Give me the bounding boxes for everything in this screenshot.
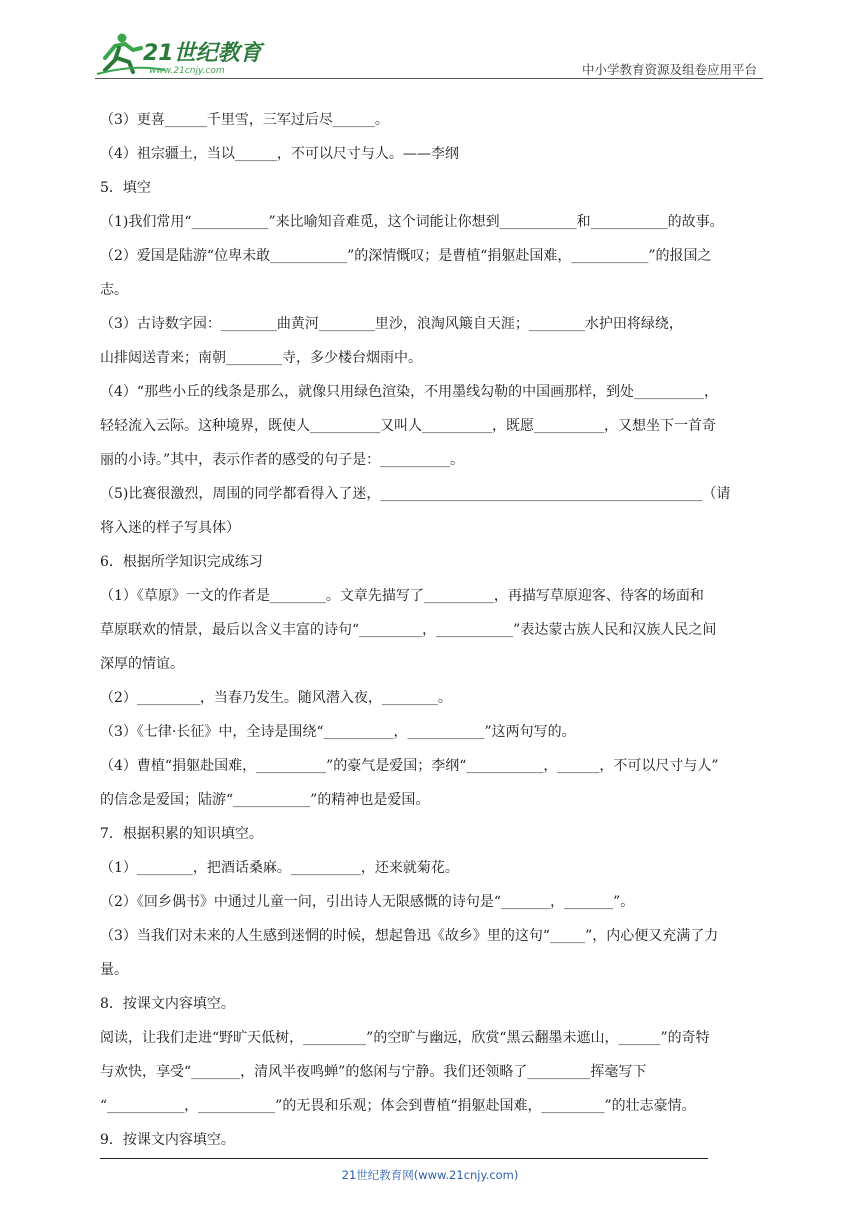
question-heading: 7．根据积累的知识填空。 (100, 826, 263, 842)
worksheet-content (100, 103, 764, 1157)
footer-divider (100, 1158, 708, 1159)
svg-text:21世纪教育: 21世纪教育 (143, 41, 262, 66)
text-line: 量。 (100, 962, 128, 978)
text-line: 深厚的情谊。 (100, 656, 184, 672)
question-heading: 9．按课文内容填空。 (100, 1132, 235, 1148)
question-heading: 6．根据所学知识完成练习 (100, 554, 263, 570)
text-line: （3）更喜______千里雪，三军过后尽______。 (100, 112, 389, 128)
text-line: （4）“那些小丘的线条是那么，就像只用绿色渲染，不用墨线勾勒的中国画那样，到处__________， (100, 384, 719, 400)
text-line: （2）爱国是陆游“位卑未敢___________”的深情慨叹；是曹植“捐躯赴国难，___________”的报国之 (100, 248, 712, 264)
text-line: “___________，___________”的无畏和乐观；体会到曹植“捐躯赴国难，_________”的壮志豪情。 (100, 1098, 696, 1114)
text-line: （1)我们常用“___________”来比喻知音难觅，这个词能让你想到___________和___________的故事。 (100, 214, 724, 230)
text-line: （2）_________，当春乃发生。随风潜入夜，________。 (100, 690, 452, 706)
platform-title: 中小学教育资源及组卷应用平台 (581, 62, 757, 77)
svg-text:www.21cnjy.com: www.21cnjy.com (149, 66, 225, 76)
page-header (95, 30, 763, 80)
text-line: （1）《草原》一文的作者是________。文章先描写了__________，再描写草原迎客、待客的场面和 (100, 588, 704, 604)
question-heading: 8．按课文内容填空。 (100, 996, 235, 1012)
logo-21cnjy (95, 30, 265, 80)
header-divider (95, 78, 763, 79)
text-line: （5)比赛很激烈，周围的同学都看得入了迷，______________________________________________（请 (100, 486, 731, 502)
text-line: 轻轻流入云际。这种境界，既使人__________又叫人__________，既愿__________，又想坐下一首奇 (100, 418, 716, 434)
text-line: （4）曹植“捐躯赴国难，__________”的豪气是爱国；李纲“___________，______，不可以尺寸与人” (100, 758, 719, 774)
text-line: 阅读，让我们走进“野旷天低树，_________”的空旷与幽远，欣赏“黑云翻墨未遮山，______”的奇特 (100, 1030, 710, 1046)
text-line: （4）祖宗疆土，当以______，不可以尺寸与人。——李纲 (100, 146, 459, 162)
text-line: 山排闼送青来；南朝________寺，多少楼台烟雨中。 (100, 350, 422, 366)
text-line: （2）《回乡偶书》中通过儿童一问，引出诗人无限感慨的诗句是“_______，_______”。 (100, 894, 635, 910)
text-line: （3）古诗数字园：________曲黄河________里沙，浪淘风簸自天涯；________水护田将绿绕， (100, 316, 683, 332)
footer-source: 21世纪教育网(www.21cnjy.com) (341, 1168, 519, 1182)
text-line: （3）当我们对未来的人生感到迷惘的时候，想起鲁迅《故乡》里的这句“_____”，内心便又充满了力 (100, 928, 719, 944)
text-line: （1）________，把酒话桑麻。__________，还来就菊花。 (100, 860, 459, 876)
text-line: 丽的小诗。”其中，表示作者的感受的句子是：__________。 (100, 452, 465, 468)
text-line: （3）《七律·长征》中，全诗是围绕“__________，___________”这两句写的。 (100, 724, 576, 740)
text-line: 志。 (100, 282, 128, 298)
question-heading: 5．填空 (100, 180, 151, 196)
text-line: 与欢快，享受“_______，清风半夜鸣蝉”的悠闲与宁静。我们还领略了_________挥毫写下 (100, 1064, 647, 1080)
text-line: 将入迷的样子写具体） (100, 520, 240, 536)
text-line: 草原联欢的情景，最后以含义丰富的诗句“_________，___________”表达蒙古族人民和汉族人民之间 (100, 622, 717, 638)
text-line: 的信念是爱国；陆游“___________”的精神也是爱国。 (100, 792, 430, 808)
